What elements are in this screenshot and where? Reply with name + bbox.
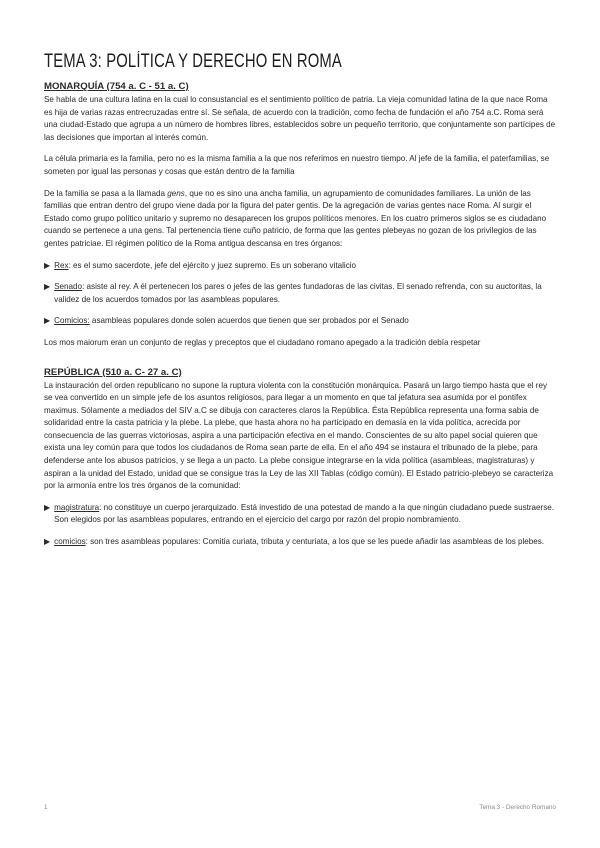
paragraph-text: , que no es sino una ancha familia, un agrupamiento de comunidades familiares. La unión de las familias que entran dentro del grupo viene dada por la figura del pater gentis. De la agregación de varias gentes nace Roma. Al surgir el Estado como grupo político unitario y supremo no desaparecen los grupos políticos menores. En los cuatro primeros siglos se es ciudadano cuando se pertenece a una gens. Tal pertenencia tiene cuño patricio, de forma que las gentes plebeyas no gozan de los privilegios de las gentes patriciae. El régimen político de la Roma antigua descansa en tres órganos: <box>44 188 547 248</box>
paragraph: Los mos maiorum eran un conjunto de reglas y preceptos que el ciudadano romano apegado a la tradición debía respetar <box>44 337 481 347</box>
bullet-triangle-icon: ▶ <box>44 537 51 547</box>
bullet-item-senado <box>44 281 556 306</box>
term-gens: gens <box>167 188 185 198</box>
bullet-term: magistratura <box>54 502 100 512</box>
bullet-item-magistratura <box>44 502 556 527</box>
bullet-term: Senado <box>54 282 83 292</box>
paragraph <box>44 188 556 251</box>
paragraph: La instauración del orden republicano no supone la ruptura violenta con la constitución monárquica. Pasará un largo tiempo hasta que el rey se vea convertido en un simple jefe de los asuntos religiosos, para llegar a un momento en que tal jefatura sea asumida por el pontifex maximus. Sólamente a mediados del SIV a.C se dibuja con caracteres claros la República. Ésta República representa una forma sabia de solidaridad entre la casta patricia y la plebe. La plebe, que hasta ahora no ha participado en demasía en la vida política, acrecida por consecuencia de las guerras victoriosas, aspira a una participación efectiva en el mando. Conscientes de su alto papel social quieren que exista una ley común para que todos los ciudadanos de Roma sean parte de ella. En el año 494 se instaura el tribunado de la plebe, para defenderse ante los abusos patricios, y se llega a un pacto. La plebe consigue integrarse en la vida política (asambleas, magistraturas) y aspiran a la unidad del Estado, unidad que se consigue tras la Ley de las XII Tablas (código común). El Estado patricio-plebeyo se caracteriza por la armonía entre los tres órganos de la comunidad: <box>44 380 554 491</box>
bullet-text: asambleas populares donde solen acuerdos que tienen que ser probados por el Senado <box>89 316 409 326</box>
bullet-triangle-icon: ▶ <box>44 260 51 270</box>
bullet-text: : son tres asambleas populares: Comitia curiata, tributa y centuriata, a los que se les puede añadir las asambleas de los plebes. <box>85 537 545 547</box>
bullet-term: Rex <box>54 260 69 270</box>
page-number: 1 <box>44 804 48 811</box>
bullet-item-comicios <box>44 315 556 328</box>
bullet-term: Comicios: <box>54 316 90 326</box>
page-title: TEMA 3: POLÍTICA Y DERECHO EN ROMA <box>44 50 342 72</box>
bullet-text: : es el sumo sacerdote, jefe del ejército y juez supremo. Es un soberano vitalicio <box>68 260 357 270</box>
bullet-text: : asiste al rey. A él pertenecen los pares o jefes de las gentes fundadoras de las civitas. El senado refrenda, con su auctoritas, la validez de los acuerdos tomados por las asambleas populares. <box>54 282 542 304</box>
paragraph-text: De la familia se pasa a la llamada <box>44 188 168 198</box>
bullet-triangle-icon: ▶ <box>44 502 51 512</box>
paragraph: Se habla de una cultura latina en la cual lo consustancial es el sentimiento político de patria. La vieja comunidad latina de la que nace Roma es hija de varias razas entrecruzadas entre sí. Se señala, de acuerdo con la tradición, como fecha de fundación el año 754 a.C. Roma será una ciudad-Estado que agrupa a un número de hombres libres, establecidos sobre un pequeño territorio, que conjuntamente son partícipes de las decisiones que importan al interés común. <box>44 95 556 142</box>
bullet-term: comicios <box>54 537 86 547</box>
running-footer-title: Tema 3 - Derecho Romano <box>479 804 556 811</box>
bullet-triangle-icon: ▶ <box>44 282 51 292</box>
bullet-triangle-icon: ▶ <box>44 316 51 326</box>
bullet-item-rex <box>44 260 556 273</box>
section-heading-monarquia: MONARQUÍA (754 a. C - 51 a. C) <box>44 81 189 92</box>
section-heading-republica: REPÚBLICA (510 a. C- 27 a. C) <box>44 366 182 378</box>
paragraph: La célula primaria es la familia, pero no es la misma familia a la que nos referimos en nuestro tiempo. Al jefe de la familia, el paterfamilias, se someten por igual las personas y cosas que están dentro de la familia <box>44 154 550 176</box>
bullet-item-comicios-republica <box>44 536 556 549</box>
bullet-text: : no constituye un cuerpo jerarquizado. Está investido de una potestad de mando a la que ningún ciudadano puede sustraerse. Son elegidos por las asambleas populares, entrando en el ejercicio del cargo por razón del propio nombramiento. <box>54 502 555 525</box>
document-body <box>44 80 556 558</box>
